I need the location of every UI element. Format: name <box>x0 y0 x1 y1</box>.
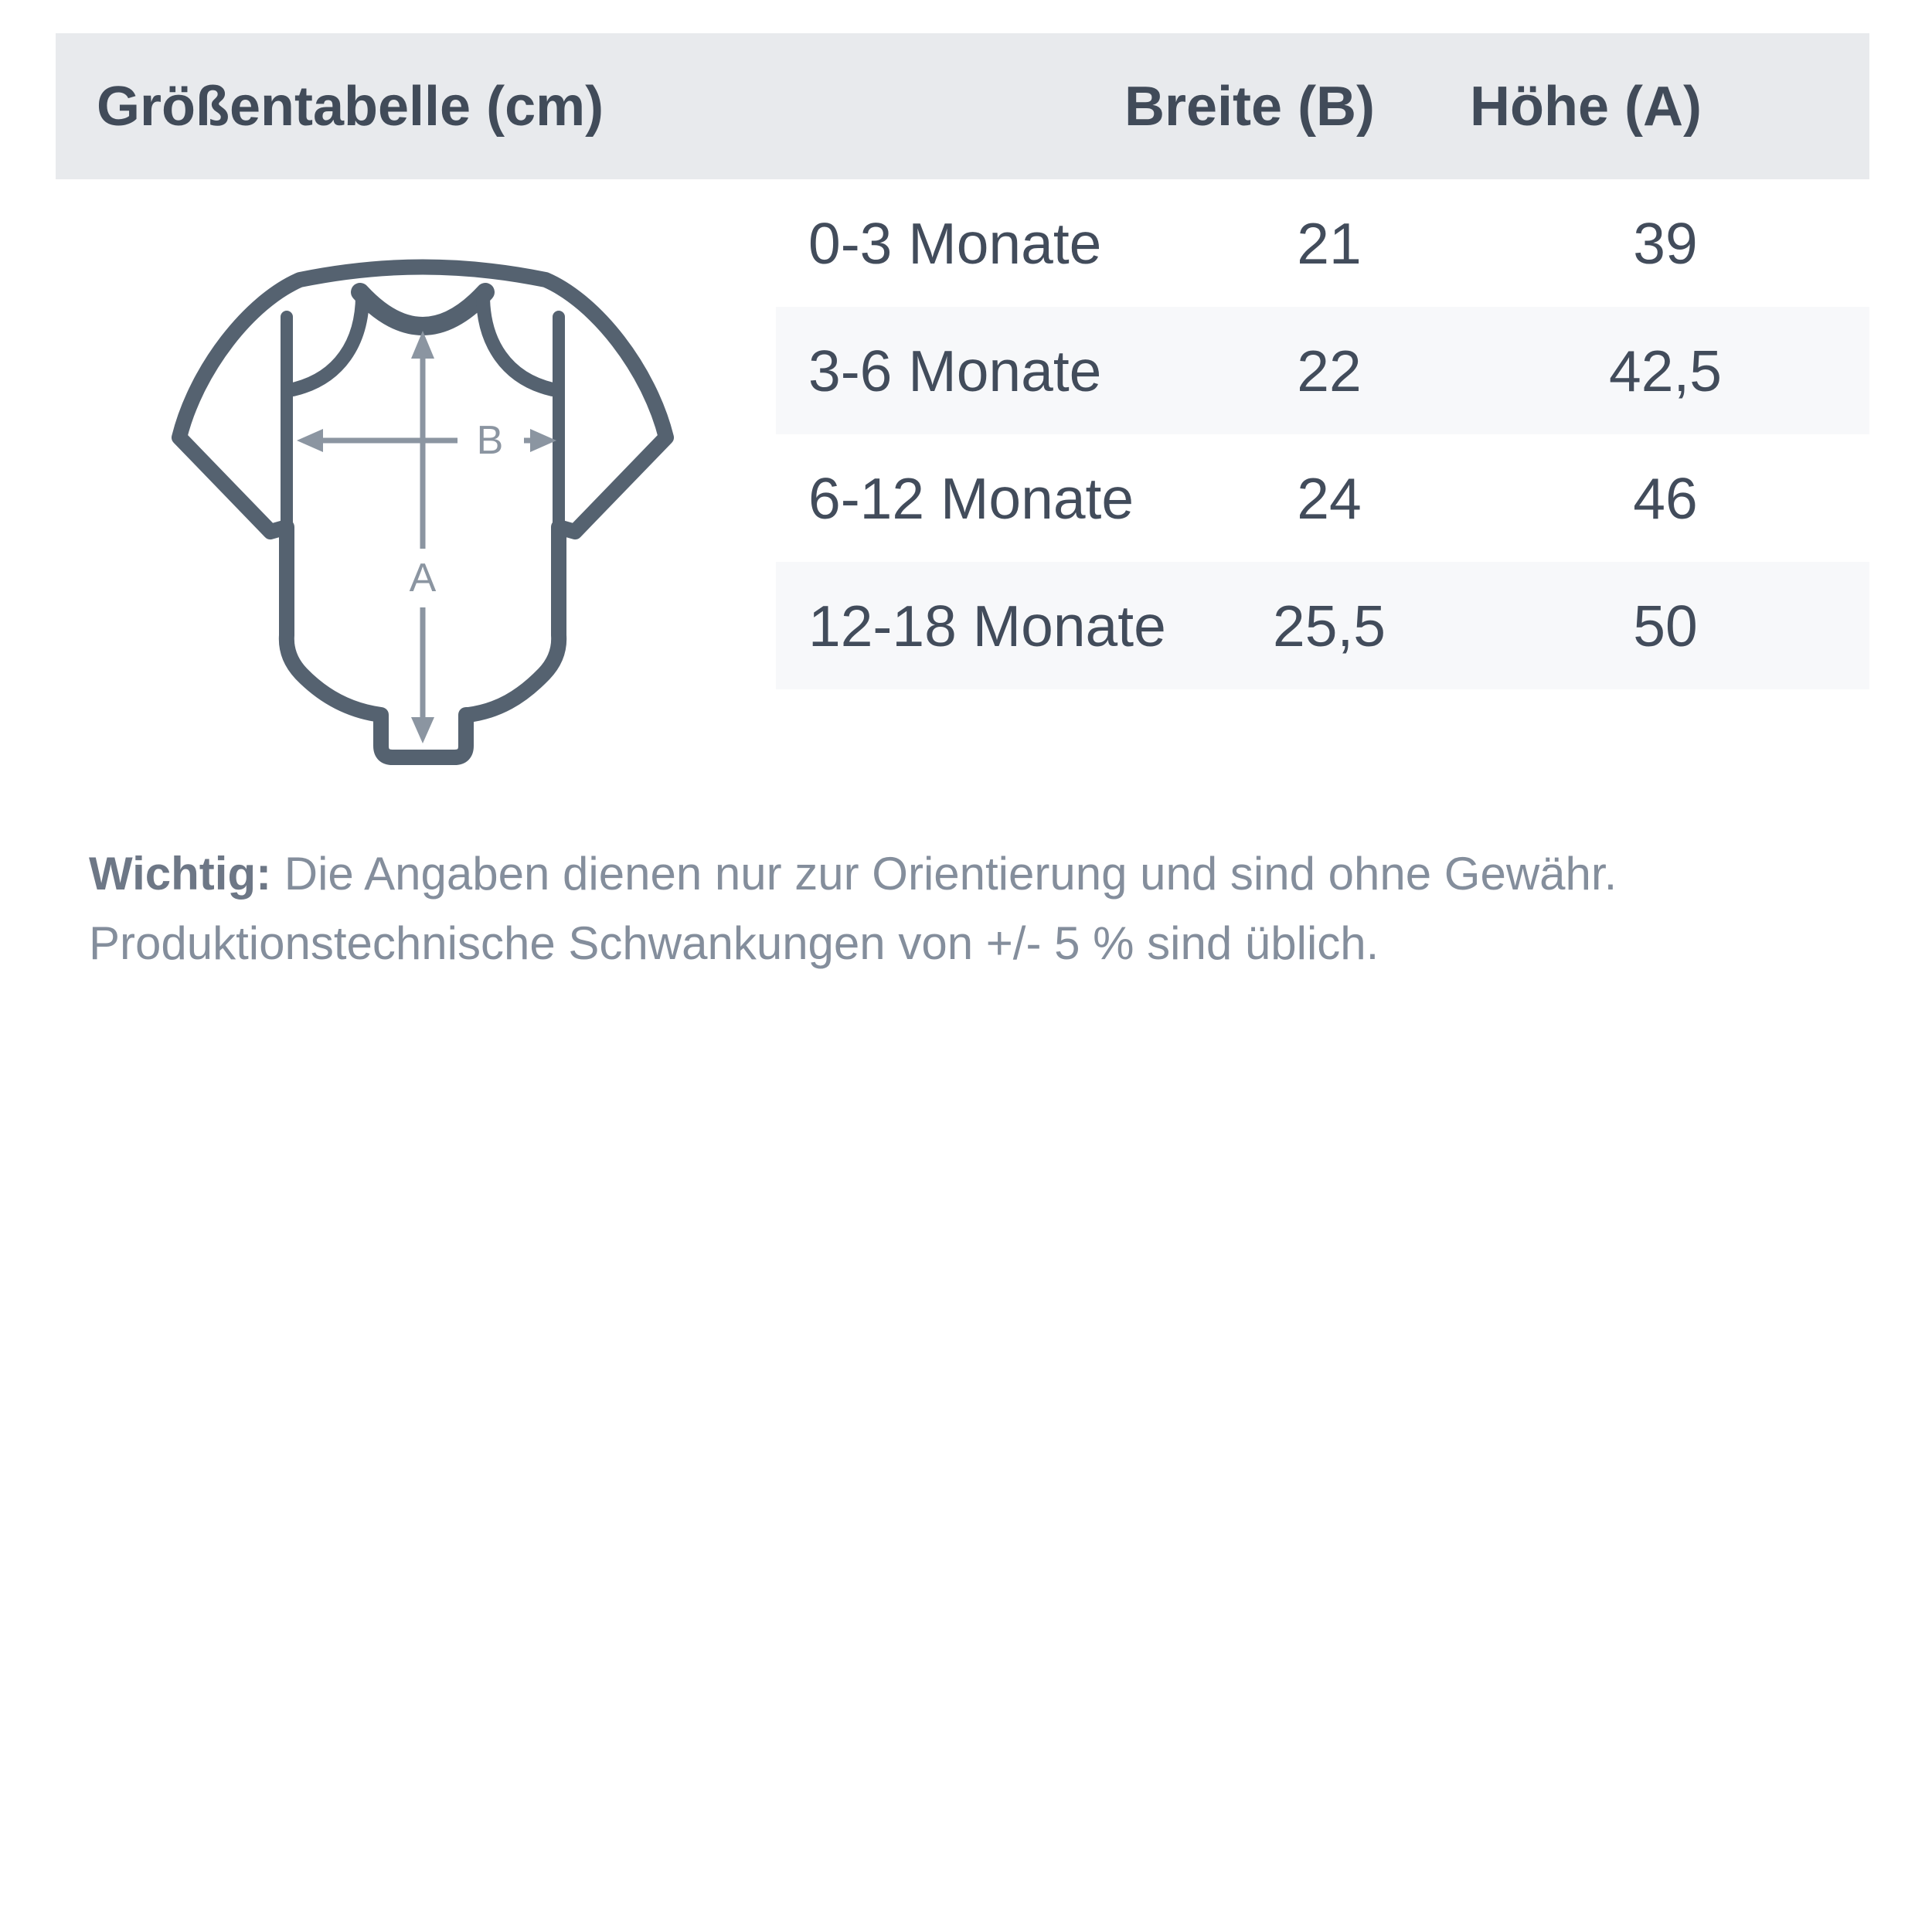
disclaimer-line-2 <box>89 909 1859 978</box>
table-row <box>776 179 1869 307</box>
table-row <box>776 307 1869 434</box>
height-value: 39 <box>1633 210 1698 276</box>
table-header-bar <box>56 33 1869 179</box>
column-header-width: Breite (B) <box>1124 75 1376 138</box>
baby-bodysuit-icon <box>175 261 671 771</box>
disclaimer-line-1 <box>89 839 1859 909</box>
size-label: 0-3 Monate <box>808 210 1102 276</box>
width-value: 22 <box>1297 338 1362 403</box>
disclaimer-label: Wichtig: <box>89 848 272 900</box>
height-value: 42,5 <box>1609 338 1722 403</box>
width-value: 25,5 <box>1273 593 1386 658</box>
width-arrow-label: B <box>476 418 504 463</box>
size-table <box>776 179 1869 689</box>
height-value: 46 <box>1633 465 1698 531</box>
size-label: 12-18 Monate <box>808 593 1166 658</box>
width-value: 21 <box>1297 210 1362 276</box>
table-row <box>776 562 1869 689</box>
baby-bodysuit-diagram <box>175 261 671 771</box>
height-value: 50 <box>1633 593 1698 658</box>
disclaimer-text-2: Produktionstechnische Schwankungen von +/- 5 % sind üblich. <box>89 917 1379 969</box>
disclaimer-text-1: Die Angaben dienen nur zur Orientierung und sind ohne Gewähr. <box>284 848 1617 900</box>
size-label: 3-6 Monate <box>808 338 1102 403</box>
page-title: Größentabelle (cm) <box>97 75 604 138</box>
column-header-height: Höhe (A) <box>1470 75 1702 138</box>
size-label: 6-12 Monate <box>808 465 1134 531</box>
width-value: 24 <box>1297 465 1362 531</box>
table-row <box>776 434 1869 562</box>
height-arrow-label: A <box>409 556 437 600</box>
disclaimer-note <box>89 839 1859 978</box>
